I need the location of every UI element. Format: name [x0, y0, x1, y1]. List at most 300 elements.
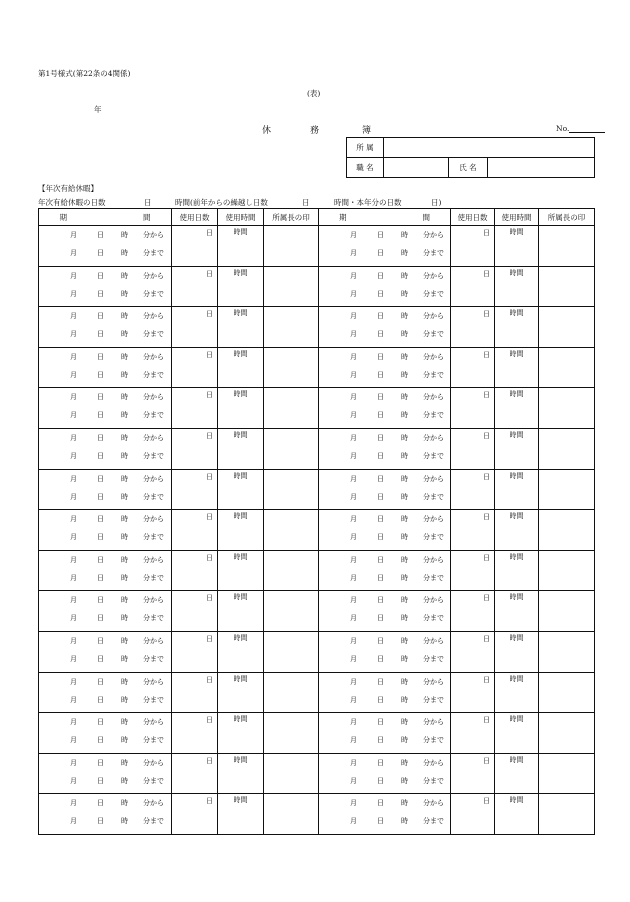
stamp-cell-right[interactable] [539, 347, 595, 388]
used-hours-cell-right[interactable] [495, 226, 539, 267]
used-days-cell-left[interactable] [172, 794, 218, 835]
period-month-label: 月 [70, 695, 77, 704]
period-fields [319, 307, 450, 347]
period-fields [39, 388, 171, 428]
hour-unit: 時間 [233, 674, 248, 683]
period-hour-label: 時 [401, 695, 408, 704]
period-day-label: 日 [377, 271, 384, 280]
period-from-label: 分から [143, 636, 164, 645]
period-hour-label: 時 [401, 289, 408, 298]
used-days-cell-left[interactable] [172, 510, 218, 551]
hour-unit: 時間 [509, 674, 524, 683]
period-to-label: 分まで [143, 695, 164, 704]
period-hour-label: 時 [401, 492, 408, 501]
period-to-label: 分まで [423, 736, 444, 745]
table-row [39, 307, 595, 348]
period-month-label: 月 [70, 614, 77, 623]
period-cell-right[interactable] [319, 713, 451, 754]
period-month-label: 月 [350, 555, 357, 564]
period-month-label: 月 [70, 573, 77, 582]
period-month-label: 月 [70, 411, 77, 420]
used-hours-cell-right[interactable] [495, 266, 539, 307]
period-day-label: 日 [97, 695, 104, 704]
stamp-cell-left[interactable] [264, 631, 319, 672]
used-hours-cell-left[interactable] [218, 672, 264, 713]
period-day-label: 日 [97, 289, 104, 298]
period-day-label: 日 [97, 492, 104, 501]
period-cell-left[interactable] [39, 428, 172, 469]
stamp-cell-right[interactable] [539, 591, 595, 632]
name-field[interactable] [488, 158, 595, 178]
period-cell-left[interactable] [39, 794, 172, 835]
period-hour-label: 時 [401, 799, 408, 808]
used-days-cell-left[interactable] [172, 591, 218, 632]
period-to-label: 分まで [423, 249, 444, 257]
stamp-header: 所属長の印 [264, 209, 319, 226]
period-day-label: 日 [377, 330, 384, 339]
period-day-label: 日 [377, 312, 384, 321]
used-hours-cell-left[interactable] [218, 510, 264, 551]
period-month-label: 月 [350, 718, 357, 727]
day-unit: 日 [206, 513, 213, 522]
period-cell-left[interactable] [39, 713, 172, 754]
used-days-cell-right[interactable] [451, 713, 495, 754]
used-hours-cell-right[interactable] [495, 428, 539, 469]
period-day-label: 日 [97, 370, 104, 379]
period-fields [319, 267, 450, 307]
used-hours-cell-right[interactable] [495, 794, 539, 835]
period-hour-label: 時 [121, 352, 128, 361]
period-cell-left[interactable] [39, 226, 172, 267]
period-hour-label: 時 [401, 370, 408, 379]
period-day-label: 日 [97, 352, 104, 361]
period-day-label: 日 [97, 654, 104, 663]
used-days-cell-left[interactable] [172, 672, 218, 713]
period-hour-label: 時 [401, 677, 408, 686]
period-day-label: 日 [97, 330, 104, 339]
period-from-label: 分から [423, 677, 444, 686]
stamp-cell-right[interactable] [539, 631, 595, 672]
used-hours-cell-left[interactable] [218, 226, 264, 267]
period-cell-right[interactable] [319, 510, 451, 551]
day-unit: 日 [483, 553, 490, 562]
hour-unit: 時間 [509, 309, 524, 318]
stamp-cell-left[interactable] [264, 347, 319, 388]
table-row [39, 631, 595, 672]
used-days-cell-left[interactable] [172, 226, 218, 267]
period-hour-label: 時 [401, 654, 408, 663]
used-hours-cell-right[interactable] [495, 713, 539, 754]
stamp-cell-right[interactable] [539, 226, 595, 267]
hour-unit: 時間 [233, 228, 248, 236]
number-field [556, 123, 605, 133]
used-hours-cell-left[interactable] [218, 428, 264, 469]
used-hours-cell-left[interactable] [218, 469, 264, 510]
summary-day1: 日 [144, 198, 152, 207]
period-to-label: 分まで [143, 533, 164, 542]
period-hour-label: 時 [121, 231, 128, 239]
period-month-label: 月 [70, 352, 77, 361]
period-day-label: 日 [377, 654, 384, 663]
period-month-label: 月 [70, 636, 77, 645]
period-cell-left[interactable] [39, 591, 172, 632]
hour-unit: 時間 [233, 512, 248, 521]
used-days-cell-left[interactable] [172, 550, 218, 591]
period-hour-label: 時 [401, 718, 408, 727]
period-to-label: 分まで [423, 451, 444, 460]
period-day-label: 日 [377, 249, 384, 257]
period-day-label: 日 [377, 433, 384, 442]
period-fields [319, 348, 450, 388]
period-month-label: 月 [70, 370, 77, 379]
used-hours-cell-right[interactable] [495, 347, 539, 388]
period-month-label: 月 [350, 492, 357, 501]
used-days-cell-right[interactable] [451, 794, 495, 835]
period-from-label: 分から [143, 758, 164, 767]
stamp-cell-left[interactable] [264, 266, 319, 307]
period-day-label: 日 [97, 596, 104, 605]
used-hours-cell-right[interactable] [495, 631, 539, 672]
period-cell-left[interactable] [39, 307, 172, 348]
day-unit: 日 [206, 716, 213, 725]
period-from-label: 分から [143, 555, 164, 564]
used-days-cell-left[interactable] [172, 753, 218, 794]
period-month-label: 月 [350, 817, 357, 826]
period-header-right-b: 間 [422, 212, 430, 222]
period-hour-label: 時 [401, 312, 408, 321]
stamp-cell-left[interactable] [264, 428, 319, 469]
hour-unit: 時間 [233, 471, 248, 480]
position-label: 職 名 [347, 158, 384, 178]
period-fields [319, 713, 450, 753]
used-hours-cell-right[interactable] [495, 469, 539, 510]
used-days-cell-right[interactable] [451, 510, 495, 551]
period-to-label: 分まで [143, 492, 164, 501]
used-hours-cell-left[interactable] [218, 794, 264, 835]
period-month-label: 月 [70, 817, 77, 826]
day-unit: 日 [483, 716, 490, 725]
period-from-label: 分から [423, 312, 444, 321]
stamp-cell-right[interactable] [539, 266, 595, 307]
affiliation-field[interactable] [384, 138, 595, 158]
hour-unit: 時間 [509, 715, 524, 724]
used-hours-cell-right[interactable] [495, 307, 539, 348]
used-hours-cell-left[interactable] [218, 713, 264, 754]
leave-table [38, 208, 595, 835]
period-cell-right[interactable] [319, 794, 451, 835]
period-hour-label: 時 [121, 776, 128, 785]
day-unit: 日 [206, 675, 213, 684]
period-cell-right[interactable] [319, 226, 451, 267]
table-row [39, 713, 595, 754]
used-hours-cell-right[interactable] [495, 510, 539, 551]
period-from-label: 分から [423, 718, 444, 727]
period-hour-label: 時 [121, 370, 128, 379]
period-fields [39, 348, 171, 388]
period-month-label: 月 [70, 231, 77, 239]
used-days-cell-left[interactable] [172, 631, 218, 672]
used-days-cell-right[interactable] [451, 753, 495, 794]
period-cell-right[interactable] [319, 631, 451, 672]
period-month-label: 月 [350, 352, 357, 361]
period-day-label: 日 [377, 636, 384, 645]
period-from-label: 分から [423, 433, 444, 442]
period-day-label: 日 [97, 515, 104, 524]
period-cell-left[interactable] [39, 753, 172, 794]
period-day-label: 日 [97, 231, 104, 239]
stamp-cell-right[interactable] [539, 428, 595, 469]
period-to-label: 分まで [143, 654, 164, 663]
period-hour-label: 時 [121, 271, 128, 280]
period-hour-label: 時 [401, 433, 408, 442]
period-to-label: 分まで [423, 330, 444, 339]
period-hour-label: 時 [401, 330, 408, 339]
period-month-label: 月 [350, 596, 357, 605]
day-unit: 日 [483, 269, 490, 278]
period-fields [39, 470, 171, 510]
hour-unit: 時間 [233, 796, 248, 805]
period-hour-label: 時 [121, 596, 128, 605]
used-days-cell-right[interactable] [451, 226, 495, 267]
period-cell-right[interactable] [319, 753, 451, 794]
stamp-cell-left[interactable] [264, 550, 319, 591]
period-to-label: 分まで [143, 249, 164, 257]
period-month-label: 月 [70, 515, 77, 524]
used-hours-cell-left[interactable] [218, 753, 264, 794]
used-days-cell-left[interactable] [172, 266, 218, 307]
form-number: 第1号様式(第22条の4関係) [38, 69, 131, 78]
title-char-2: 務 [310, 126, 320, 136]
period-hour-label: 時 [121, 695, 128, 704]
period-day-label: 日 [377, 393, 384, 402]
used-days-cell-right[interactable] [451, 388, 495, 429]
period-month-label: 月 [70, 533, 77, 542]
period-cell-right[interactable] [319, 591, 451, 632]
used-hours-cell-right[interactable] [495, 672, 539, 713]
period-month-label: 月 [350, 736, 357, 745]
used-hours-cell-left[interactable] [218, 347, 264, 388]
period-cell-right[interactable] [319, 347, 451, 388]
period-hour-label: 時 [401, 352, 408, 361]
period-cell-left[interactable] [39, 672, 172, 713]
stamp-cell-left[interactable] [264, 591, 319, 632]
period-month-label: 月 [350, 451, 357, 460]
period-hour-label: 時 [121, 654, 128, 663]
period-month-label: 月 [350, 393, 357, 402]
used-days-cell-left[interactable] [172, 469, 218, 510]
period-hour-label: 時 [121, 758, 128, 767]
period-header [39, 209, 172, 226]
period-hour-label: 時 [401, 555, 408, 564]
year-label: 年 [94, 105, 102, 114]
period-cell-right[interactable] [319, 266, 451, 307]
period-fields [319, 510, 450, 550]
period-month-label: 月 [350, 677, 357, 686]
position-field[interactable] [384, 158, 449, 178]
used-hours-cell-left[interactable] [218, 591, 264, 632]
period-hour-label: 時 [121, 718, 128, 727]
period-day-label: 日 [377, 474, 384, 483]
period-cell-left[interactable] [39, 469, 172, 510]
period-month-label: 月 [350, 636, 357, 645]
period-hour-label: 時 [121, 474, 128, 483]
table-row [39, 672, 595, 713]
period-hour-label: 時 [401, 614, 408, 623]
period-from-label: 分から [143, 433, 164, 442]
stamp-cell-left[interactable] [264, 469, 319, 510]
period-to-label: 分まで [143, 451, 164, 460]
used-days-cell-right[interactable] [451, 550, 495, 591]
used-hours-cell-left[interactable] [218, 266, 264, 307]
period-month-label: 月 [350, 654, 357, 663]
stamp-cell-right[interactable] [539, 550, 595, 591]
leave-summary [38, 197, 598, 207]
period-fields [319, 754, 450, 794]
hour-unit: 時間 [233, 593, 248, 602]
period-from-label: 分から [143, 799, 164, 808]
period-cell-right[interactable] [319, 307, 451, 348]
period-month-label: 月 [350, 758, 357, 767]
stamp-cell-left[interactable] [264, 672, 319, 713]
period-fields [39, 510, 171, 550]
period-month-label: 月 [350, 330, 357, 339]
used-days-cell-right[interactable] [451, 591, 495, 632]
period-month-label: 月 [350, 271, 357, 280]
summary-day2: 日 [302, 198, 310, 207]
used-days-cell-left[interactable] [172, 388, 218, 429]
stamp-cell-left[interactable] [264, 388, 319, 429]
used-days-cell-right[interactable] [451, 307, 495, 348]
used-days-cell-right[interactable] [451, 428, 495, 469]
period-cell-left[interactable] [39, 266, 172, 307]
used-days-cell-right[interactable] [451, 631, 495, 672]
used-days-cell-left[interactable] [172, 347, 218, 388]
stamp-cell-right[interactable] [539, 753, 595, 794]
hour-unit: 時間 [509, 796, 524, 805]
period-month-label: 月 [350, 231, 357, 239]
period-cell-right[interactable] [319, 428, 451, 469]
period-hour-label: 時 [401, 271, 408, 280]
hour-unit: 時間 [509, 430, 524, 439]
period-hour-label: 時 [121, 573, 128, 582]
period-cell-left[interactable] [39, 631, 172, 672]
period-day-label: 日 [97, 411, 104, 420]
period-cell-right[interactable] [319, 388, 451, 429]
table-row [39, 753, 595, 794]
period-day-label: 日 [377, 799, 384, 808]
period-to-label: 分まで [143, 573, 164, 582]
period-month-label: 月 [350, 289, 357, 298]
used-days-cell-left[interactable] [172, 713, 218, 754]
used-days-cell-right[interactable] [451, 347, 495, 388]
stamp-cell-right[interactable] [539, 713, 595, 754]
period-to-label: 分まで [423, 695, 444, 704]
number-underline[interactable] [569, 123, 605, 133]
stamp-cell-right[interactable] [539, 388, 595, 429]
period-day-label: 日 [377, 817, 384, 826]
period-hour-label: 時 [121, 817, 128, 826]
period-month-label: 月 [350, 776, 357, 785]
stamp-cell-right[interactable] [539, 794, 595, 835]
used-hours-cell-left[interactable] [218, 631, 264, 672]
stamp-cell-left[interactable] [264, 753, 319, 794]
period-month-label: 月 [350, 533, 357, 542]
day-unit: 日 [483, 391, 490, 400]
period-day-label: 日 [377, 451, 384, 460]
used-hours-cell-left[interactable] [218, 307, 264, 348]
period-day-label: 日 [97, 614, 104, 623]
period-cell-left[interactable] [39, 347, 172, 388]
stamp-cell-right[interactable] [539, 307, 595, 348]
used-days-cell-left[interactable] [172, 428, 218, 469]
period-cell-left[interactable] [39, 510, 172, 551]
table-row [39, 428, 595, 469]
used-hours-cell-right[interactable] [495, 753, 539, 794]
period-hour-label: 時 [401, 393, 408, 402]
period-cell-right[interactable] [319, 550, 451, 591]
stamp-cell-left[interactable] [264, 713, 319, 754]
used-hours-cell-right[interactable] [495, 388, 539, 429]
period-to-label: 分まで [143, 289, 164, 298]
period-month-label: 月 [350, 573, 357, 582]
day-unit: 日 [206, 756, 213, 765]
period-header-b: 間 [143, 212, 151, 222]
used-hours-header: 使用時間 [218, 209, 264, 226]
period-cell-left[interactable] [39, 550, 172, 591]
period-hour-label: 時 [401, 533, 408, 542]
period-cell-left[interactable] [39, 388, 172, 429]
period-month-label: 月 [350, 474, 357, 483]
period-day-label: 日 [97, 451, 104, 460]
stamp-cell-left[interactable] [264, 307, 319, 348]
period-hour-label: 時 [121, 492, 128, 501]
day-unit: 日 [483, 513, 490, 522]
summary-end: 日) [431, 198, 442, 207]
period-month-label: 月 [350, 695, 357, 704]
stamp-cell-left[interactable] [264, 510, 319, 551]
section-heading: 【年次有給休暇】 [38, 184, 98, 193]
period-to-label: 分まで [143, 614, 164, 623]
period-hour-label: 時 [401, 817, 408, 826]
period-cell-right[interactable] [319, 469, 451, 510]
stamp-cell-right[interactable] [539, 469, 595, 510]
table-row [39, 550, 595, 591]
day-unit: 日 [483, 594, 490, 603]
hour-unit: 時間 [509, 390, 524, 399]
used-hours-cell-left[interactable] [218, 388, 264, 429]
used-days-cell-right[interactable] [451, 266, 495, 307]
hour-unit: 時間 [233, 430, 248, 439]
period-cell-right[interactable] [319, 672, 451, 713]
stamp-cell-right[interactable] [539, 672, 595, 713]
period-fields [319, 591, 450, 631]
stamp-cell-left[interactable] [264, 226, 319, 267]
period-fields [39, 713, 171, 753]
period-day-label: 日 [97, 249, 104, 257]
used-hours-cell-left[interactable] [218, 550, 264, 591]
hour-unit: 時間 [509, 593, 524, 602]
period-from-label: 分から [423, 393, 444, 402]
used-days-cell-right[interactable] [451, 672, 495, 713]
stamp-cell-right[interactable] [539, 510, 595, 551]
stamp-cell-left[interactable] [264, 794, 319, 835]
used-days-cell-left[interactable] [172, 307, 218, 348]
period-hour-label: 時 [121, 433, 128, 442]
used-hours-cell-right[interactable] [495, 591, 539, 632]
used-hours-cell-right[interactable] [495, 550, 539, 591]
used-days-cell-right[interactable] [451, 469, 495, 510]
period-day-label: 日 [97, 799, 104, 808]
